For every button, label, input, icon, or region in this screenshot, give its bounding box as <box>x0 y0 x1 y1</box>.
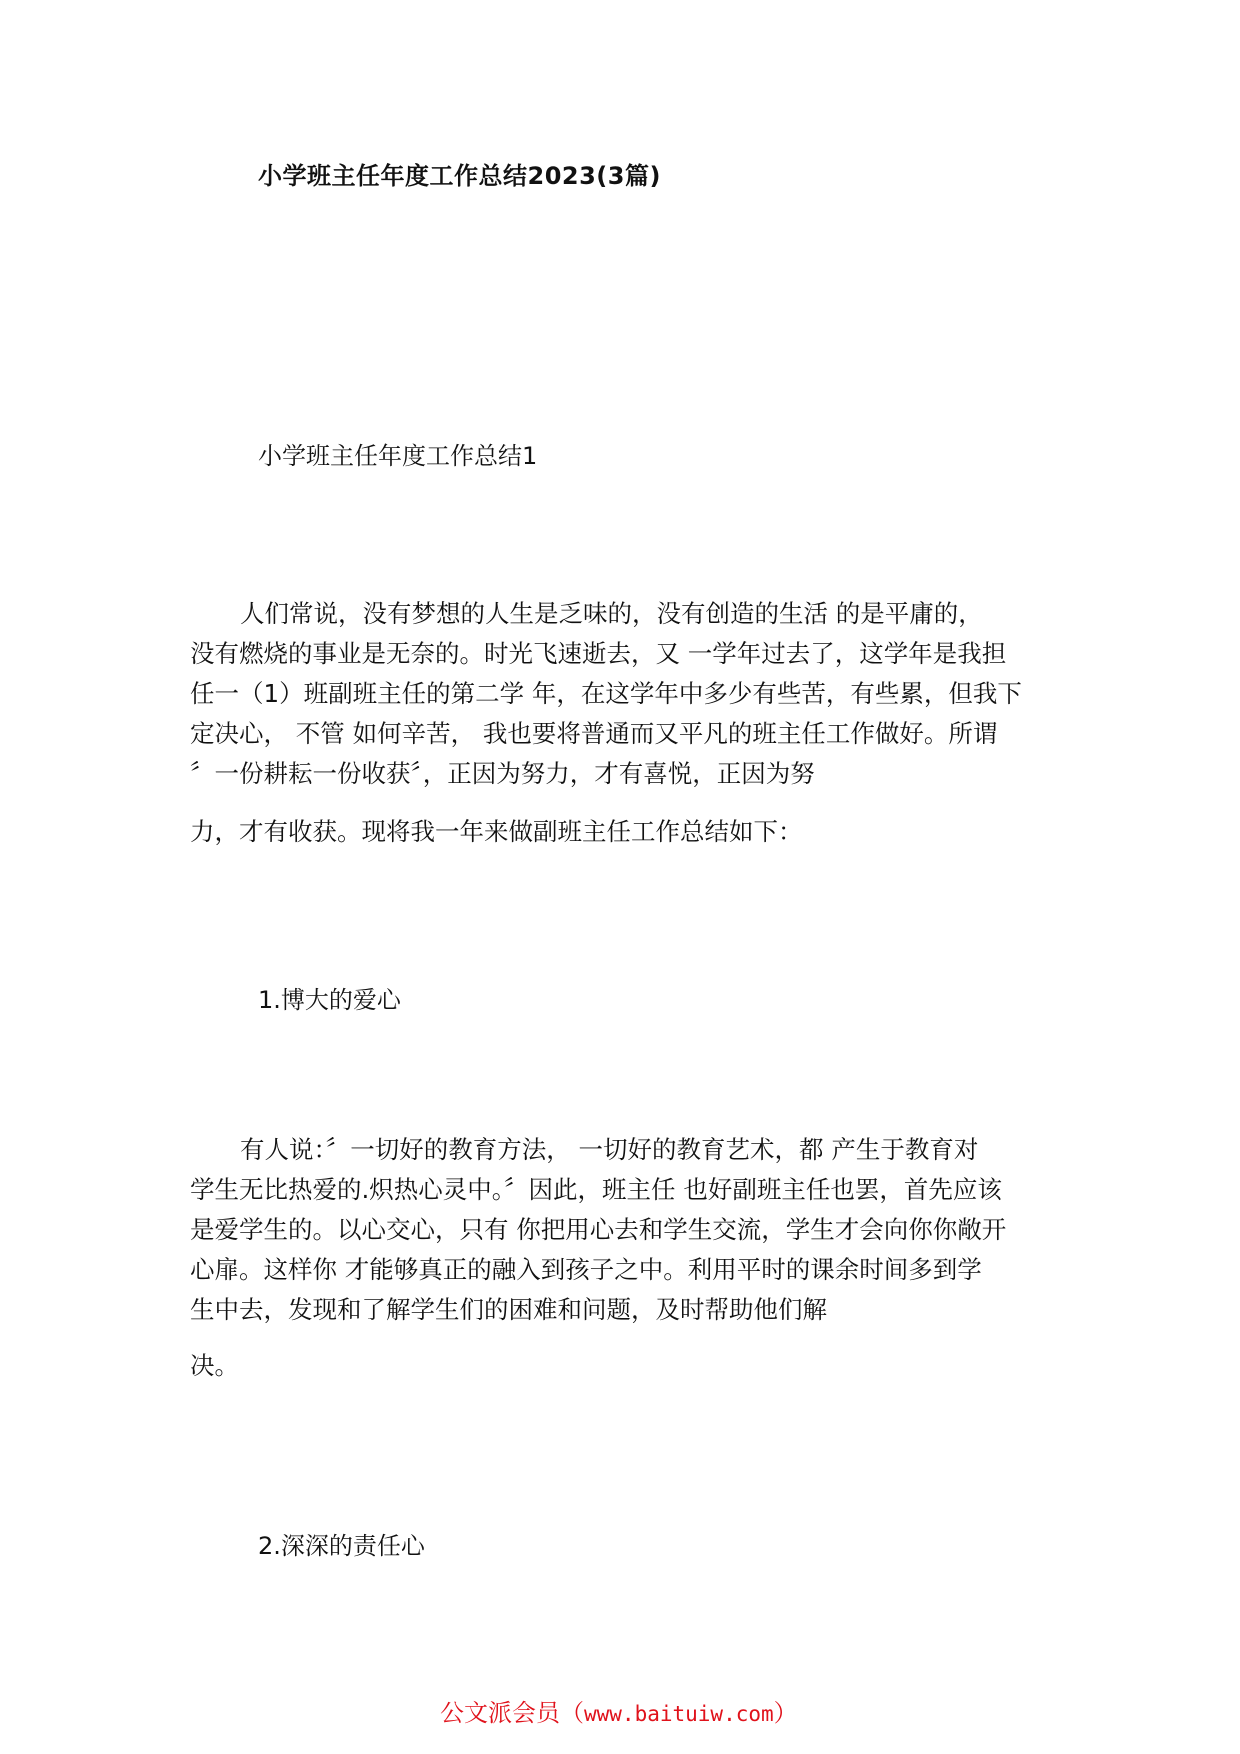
paragraph-line: 没有燃烧的事业是无奈的。时光飞速逝去，又 一学年过去了，这学年是我担 <box>190 639 1007 668</box>
paragraph-line: 是爱学生的。以心交心，只有 你把用心去和学生交流，学生才会向你你敞开 <box>190 1215 1007 1244</box>
watermark-close: ） <box>773 1699 798 1727</box>
paragraph-line: 人们常说，没有梦想的人生是乏味的，没有创造的生活 的是平庸的， <box>240 599 983 628</box>
subheading-responsibility: 2.深深的责任心 <box>258 1532 425 1560</box>
section-heading: 小学班主任年度工作总结1 <box>258 442 538 470</box>
subheading-love: 1.博大的爱心 <box>258 986 401 1014</box>
document-title: 小学班主任年度工作总结2023(3篇) <box>258 162 661 190</box>
paragraph-love-tail: 决。 <box>190 1351 239 1380</box>
paragraph-line: 心扉。这样你 才能够真正的融入到孩子之中。利用平时的课余时间多到学 <box>190 1255 982 1284</box>
paragraph-intro <box>190 594 1060 794</box>
paragraph-line: 学生无比热爱的.炽热心灵中。〞因此，班主任 也好副班主任也罢，首先应该 <box>190 1175 1002 1204</box>
paragraph-line: 〞一份耕耘一份收获〞，正因为努力，才有喜悦，正因为努 <box>190 759 815 788</box>
paragraph-line: 有人说：〞一切好的教育方法， 一切好的教育艺术，都 产生于教育对 <box>240 1135 979 1164</box>
paragraph-line: 任一（1）班副班主任的第二学 年，在这学年中多少有些苦，有些累，但我下 <box>190 679 1022 708</box>
paragraph-line: 定决心， 不管 如何辛苦， 我也要将普通而又平凡的班主任工作做好。所谓 <box>190 719 998 748</box>
paragraph-line: 生中去，发现和了解学生们的困难和问题，及时帮助他们解 <box>190 1295 827 1324</box>
watermark-url: www.baituiw.com <box>584 1702 774 1726</box>
watermark-label: 公文派会员（ <box>440 1699 584 1727</box>
footer-watermark <box>440 1693 798 1728</box>
paragraph-intro-tail: 力，才有收获。现将我一年来做副班主任工作总结如下： <box>190 817 803 846</box>
paragraph-love <box>190 1130 1060 1330</box>
